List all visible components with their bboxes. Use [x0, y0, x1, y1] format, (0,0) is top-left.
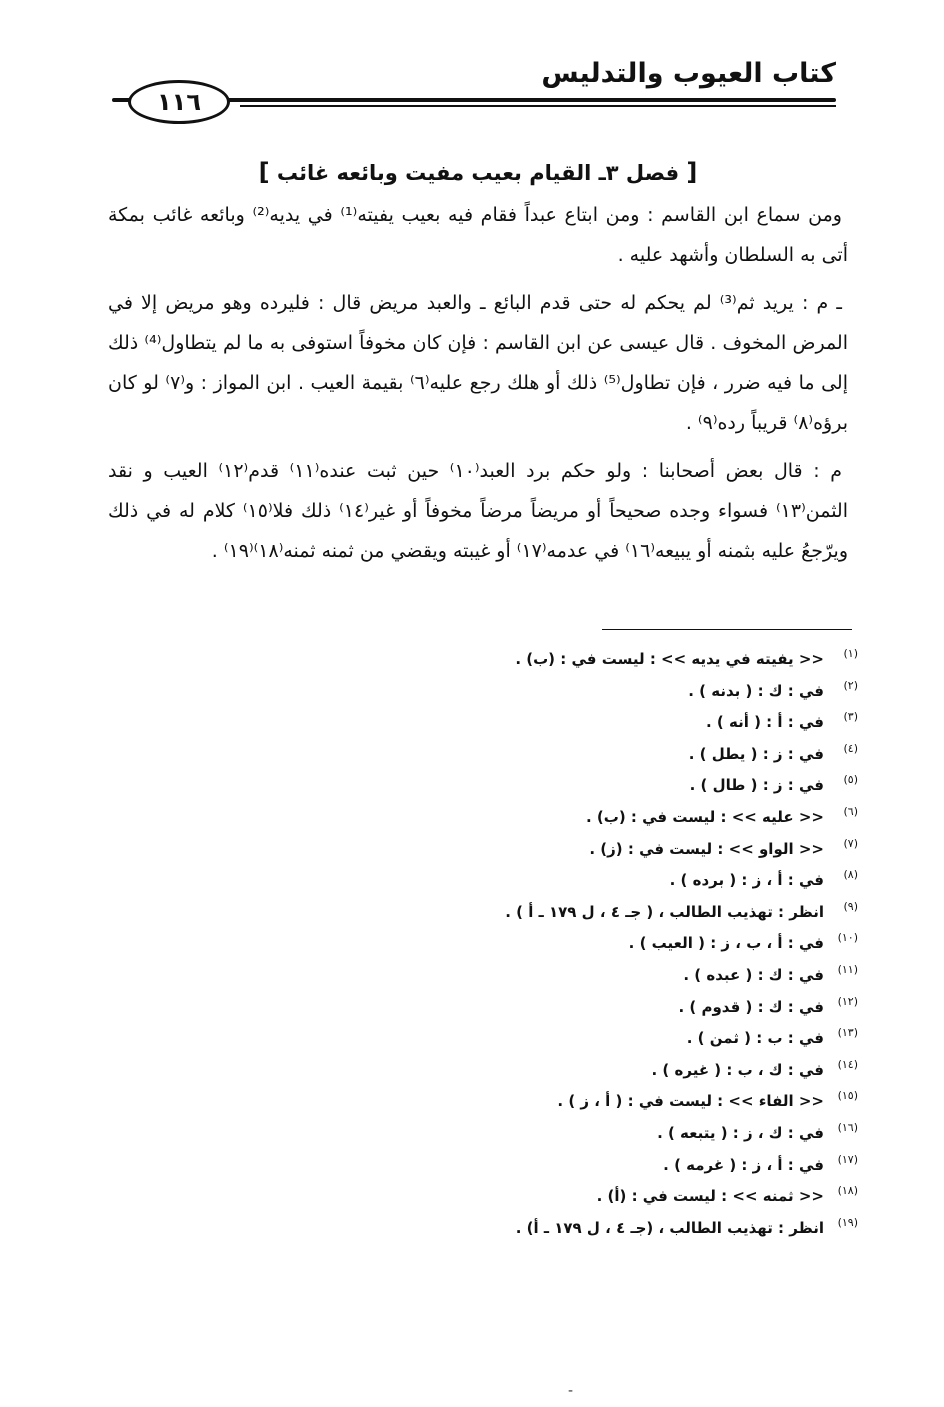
heading-bracket-open: [ — [686, 158, 698, 186]
footnote-text: في : ك : ( عبده ) . — [683, 965, 824, 984]
footnote-number: (٧) — [843, 836, 858, 850]
footnote — [380, 644, 858, 676]
footnote-number: (٣) — [843, 710, 858, 724]
footnote — [380, 992, 858, 1024]
paragraph: م : قال بعض أصحابنا : ولو حكم برد العبد⁽١٠⁾ حين ثبت عنده⁽١١⁾ قدم⁽١٢⁾ العيب و نقد الثمن⁽١٣⁾ فسواء وجده صحيحاً أو مريضاً مرضاً مخوفاً أو غير⁽١٤⁾ ذلك فلا⁽١٥⁾ كلام له في ذلك ويرّجعُ عليه بثمنه أو يبيعه⁽١٦⁾ في عدمه⁽١٧⁾ أو غيبته ويقضي من ثمنه ثمنه⁽١٨⁾⁽١٩⁾ . — [108, 460, 848, 562]
footnote-text: انظر : تهذيب الطالب ، (جـ ٤ ، ل ١٧٩ ـ أ) . — [515, 1218, 824, 1237]
footnote-number: (١٦) — [837, 1120, 858, 1134]
footnote-text: في : ز : ( يطل ) . — [688, 744, 824, 763]
footnote-number: (١٤) — [837, 1057, 858, 1071]
footnote-number: (١٧) — [837, 1152, 858, 1166]
footnote-text: في : أ : ( أنه ) . — [706, 713, 824, 732]
footnote-separator — [602, 629, 852, 630]
footnote-text: << عليه >> : ليست في : (ب) . — [585, 807, 824, 826]
footnote — [380, 707, 858, 739]
footnote-number: (٢) — [843, 678, 858, 692]
footnote — [380, 770, 858, 802]
paragraph: ـ م : يريد ثم⁽³⁾ لم يحكم له حتى قدم البائع ـ والعبد مريض قال : فليرده وهو مريض إلا في المرض المخوف . قال عيسى عن ابن القاسم : فإن كان مخوفاً استوفى به ما لم يتطاول⁽⁴⁾ ذلك إلى ما فيه ضرر ، فإن تطاول⁽⁵⁾ ذلك أو هلك رجع عليه⁽٦⁾ بقيمة العيب . ابن المواز : و⁽٧⁾ لو كان برؤه⁽٨⁾ قريباً رده⁽٩⁾ . — [108, 292, 849, 434]
footnote-number: (١٢) — [837, 994, 858, 1008]
footnote — [380, 1086, 858, 1118]
footnote — [380, 1150, 858, 1182]
footnote — [380, 1118, 858, 1150]
footnote — [380, 834, 858, 866]
footnote-text: في : ك ، ز : ( يتبعه ) . — [657, 1123, 824, 1142]
footnote — [380, 928, 858, 960]
header-rule-lower — [240, 105, 836, 107]
heading-bracket-close: ] — [258, 158, 270, 186]
footnote-number: (٨) — [843, 868, 858, 882]
footnote — [380, 865, 858, 897]
footnote-number: (١٠) — [837, 931, 858, 945]
footnote-text: << الواو >> : ليست في : (ز) . — [589, 839, 824, 858]
footnote-number: (١٩) — [837, 1215, 858, 1229]
footnote-text: في : ك ، ب : ( غيره ) . — [651, 1060, 824, 1079]
footnote-text: في : ك : ( قدوم ) . — [678, 997, 824, 1016]
paragraph: ومن سماع ابن القاسم : ومن ابتاع عبداً فقام فيه بعيب يفيته⁽¹⁾ في يديه⁽²⁾ وبائعه غائب بمكة أتى به السلطان وأشهد عليه . — [108, 204, 848, 266]
footnote — [380, 1055, 858, 1087]
footnotes-list — [380, 644, 858, 1244]
footnote-number: (١) — [843, 647, 858, 660]
footnote-number: (١٨) — [837, 1184, 858, 1198]
footnote-text: في : ز : ( طال ) . — [689, 776, 824, 795]
main-text — [108, 152, 848, 571]
section-heading — [108, 152, 848, 193]
footnote-text: << الفاء >> : ليست في : ( أ ، ز ) . — [557, 1092, 824, 1111]
footnote-number: (١٣) — [837, 1026, 858, 1040]
footnote — [380, 802, 858, 834]
heading-text: فصل ٣ـ القيام بعيب مفيت وبائعه غائب — [276, 161, 680, 185]
footnote — [380, 1181, 858, 1213]
footnote — [380, 676, 858, 708]
footnote-number: (٤) — [843, 741, 858, 755]
bottom-mark: - — [568, 1383, 574, 1399]
footnote-text: في : أ ، ز : ( برده ) . — [669, 871, 824, 890]
footnote-number: (١٥) — [837, 1089, 858, 1103]
footnote-text: في : ب : ( ثمن ) . — [686, 1029, 824, 1048]
footnote-number: (٦) — [843, 804, 858, 818]
footnote — [380, 897, 858, 929]
page-number: ١١٦ — [128, 80, 230, 124]
footnote-text: انظر : تهذيب الطالب ، ( جـ ٤ ، ل ١٧٩ ـ أ ) . — [505, 902, 824, 921]
footnote — [380, 1023, 858, 1055]
footnote-number: (١١) — [837, 962, 858, 976]
footnote — [380, 1213, 858, 1245]
footnote-text: << ثمنه >> : ليست في : (أ) . — [596, 1187, 824, 1206]
footnote-text: << يفيته في يديه >> : ليست في : (ب) . — [515, 650, 824, 668]
footnote-text: في : أ ، ز : ( غرمه ) . — [663, 1155, 824, 1174]
footnote-text: في : أ ، ب ، ز : ( العيب ) . — [628, 934, 824, 953]
footnote — [380, 739, 858, 771]
footnote — [380, 960, 858, 992]
footnote-text: في : ك : ( بدنه ) . — [688, 681, 824, 700]
running-header-title: كتاب العيوب والتدليس — [541, 58, 836, 89]
footnote-number: (٥) — [843, 773, 858, 787]
footnote-number: (٩) — [843, 899, 858, 913]
